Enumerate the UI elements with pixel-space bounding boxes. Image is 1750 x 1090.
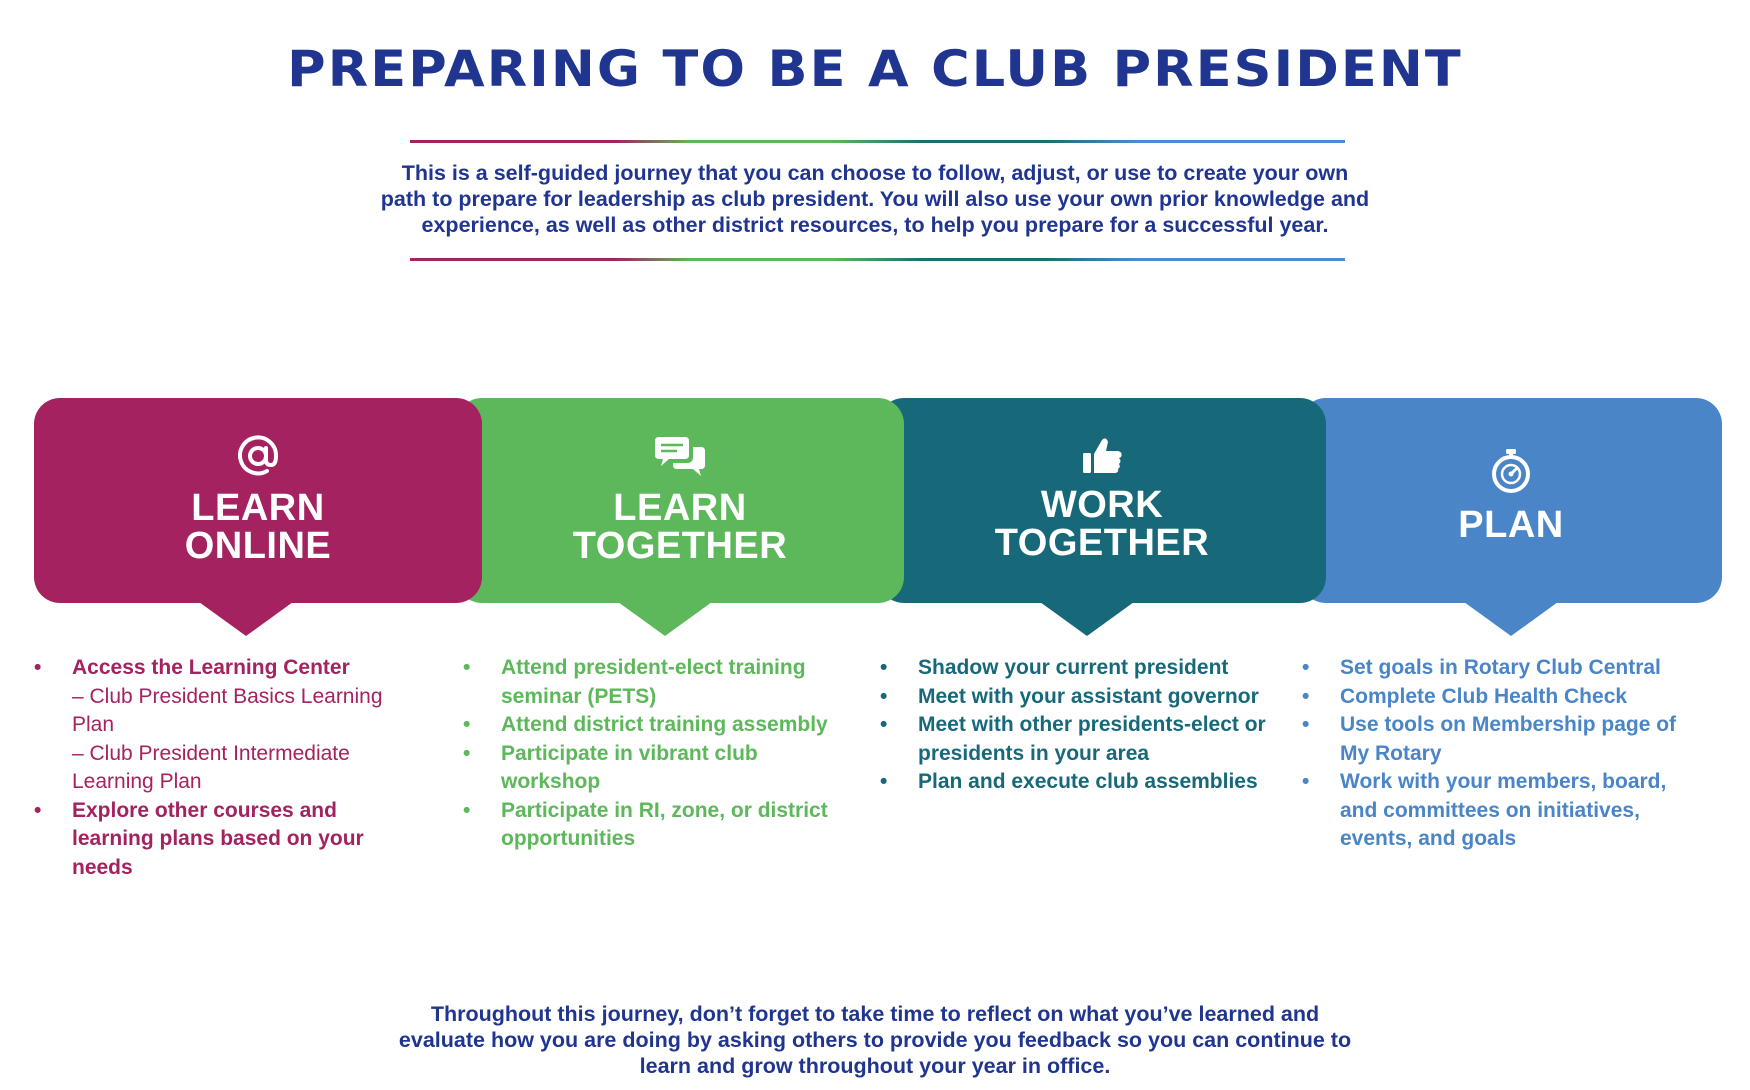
stage-work-together-list [880, 654, 1280, 797]
stage-work-together-heading-line1: WORK [1040, 484, 1164, 526]
stage-learn-online-panel [34, 398, 482, 603]
bullet-icon: • [463, 741, 471, 765]
stage-learn-together-panel [456, 398, 904, 603]
list-item-text: Meet with other presidents-elect or presidents in your area [918, 713, 1266, 765]
list-item [880, 654, 1280, 683]
list-item-text: Explore other courses and learning plans based on your needs [72, 798, 364, 879]
list-item [880, 683, 1280, 712]
bullet-icon: • [1302, 770, 1310, 793]
list-item [880, 711, 1280, 768]
bottom-divider [410, 258, 1345, 261]
list-item-text: Shadow your current president [918, 656, 1229, 679]
bullet-icon: • [1302, 684, 1310, 708]
stage-learn-online-pointer [199, 602, 293, 636]
stage-learn-online-list [34, 654, 404, 882]
stage-learn-together-heading-line2: TOGETHER [572, 525, 788, 567]
list-item-text: Attend district training assembly [501, 713, 828, 736]
list-item [34, 797, 404, 883]
list-item [463, 711, 853, 740]
list-item [34, 740, 404, 797]
list-item-text: – Club President Intermediate Learning Plan [72, 741, 350, 793]
list-item [463, 797, 853, 854]
bullet-icon: • [880, 770, 888, 793]
stopwatch-icon [1490, 448, 1532, 499]
closing-text: Throughout this journey, don’t forget to take time to reflect on what you’ve learned and evaluate how you are doing by asking others to provide you feedback so you can continue to learn and grow throughout your year in office. [398, 1002, 1352, 1078]
list-item-text: Participate in vibrant club workshop [501, 741, 758, 793]
intro-text: This is a self-guided journey that you can choose to follow, adjust, or use to create your own path to prepare for leadership as club president. You will also use your own prior knowledge and experience, as well as other district resources, to help you prepare for a successful year. [380, 161, 1370, 237]
bullet-icon: • [1302, 656, 1310, 679]
list-item-text: Attend president-elect training seminar (PETS) [501, 656, 806, 708]
stage-learn-together-list [463, 654, 853, 854]
list-item [463, 740, 853, 797]
stage-work-together-heading-line2: TOGETHER [994, 522, 1210, 564]
list-item-text: Participate in RI, zone, or district opportunities [501, 798, 828, 850]
list-item [1302, 654, 1702, 683]
list-item [34, 683, 404, 740]
at-sign-icon [237, 435, 279, 482]
bullet-icon: • [34, 656, 42, 679]
stage-plan-list [1302, 654, 1702, 854]
page-title: PREPARING TO BE A CLUB PRESIDENT [287, 40, 1463, 98]
list-item [34, 654, 404, 683]
stage-work-together-pointer [1040, 602, 1134, 636]
list-item-text: Complete Club Health Check [1340, 684, 1628, 708]
list-item-text: Work with your members, board, and committees on initiatives, events, and goals [1340, 770, 1667, 850]
stage-work-together-panel [878, 398, 1326, 603]
bullet-icon: • [463, 713, 471, 736]
chat-bubbles-icon [655, 433, 705, 482]
list-item-text: – Club President Basics Learning Plan [72, 684, 383, 736]
bullet-icon: • [880, 656, 888, 679]
stage-plan-panel [1300, 398, 1722, 603]
list-item [880, 768, 1280, 797]
bullet-icon: • [880, 713, 888, 736]
list-item-text: Plan and execute club assemblies [918, 770, 1258, 793]
thumbs-up-icon [1080, 436, 1124, 481]
bullet-icon: • [463, 656, 471, 679]
stage-learn-together-pointer [618, 602, 712, 636]
bullet-icon: • [880, 684, 888, 708]
list-item [1302, 683, 1702, 712]
stage-learn-online-heading-line1: LEARN [191, 487, 325, 529]
list-item [1302, 768, 1702, 854]
list-item-text: Meet with your assistant governor [918, 684, 1259, 708]
list-item-text: Access the Learning Center [72, 656, 350, 679]
top-divider [410, 140, 1345, 143]
bullet-icon: • [463, 798, 471, 822]
stage-plan-pointer [1464, 602, 1558, 636]
list-item-text: Set goals in Rotary Club Central [1340, 656, 1661, 679]
stage-learn-online-heading-line2: ONLINE [184, 525, 332, 567]
stage-learn-together-heading-line1: LEARN [613, 487, 747, 529]
bullet-icon: • [34, 798, 42, 822]
list-item [463, 654, 853, 711]
list-item [1302, 711, 1702, 768]
list-item-text: Use tools on Membership page of My Rotary [1340, 713, 1677, 765]
bullet-icon: • [1302, 713, 1310, 736]
stage-plan-heading: PLAN [1458, 504, 1564, 546]
